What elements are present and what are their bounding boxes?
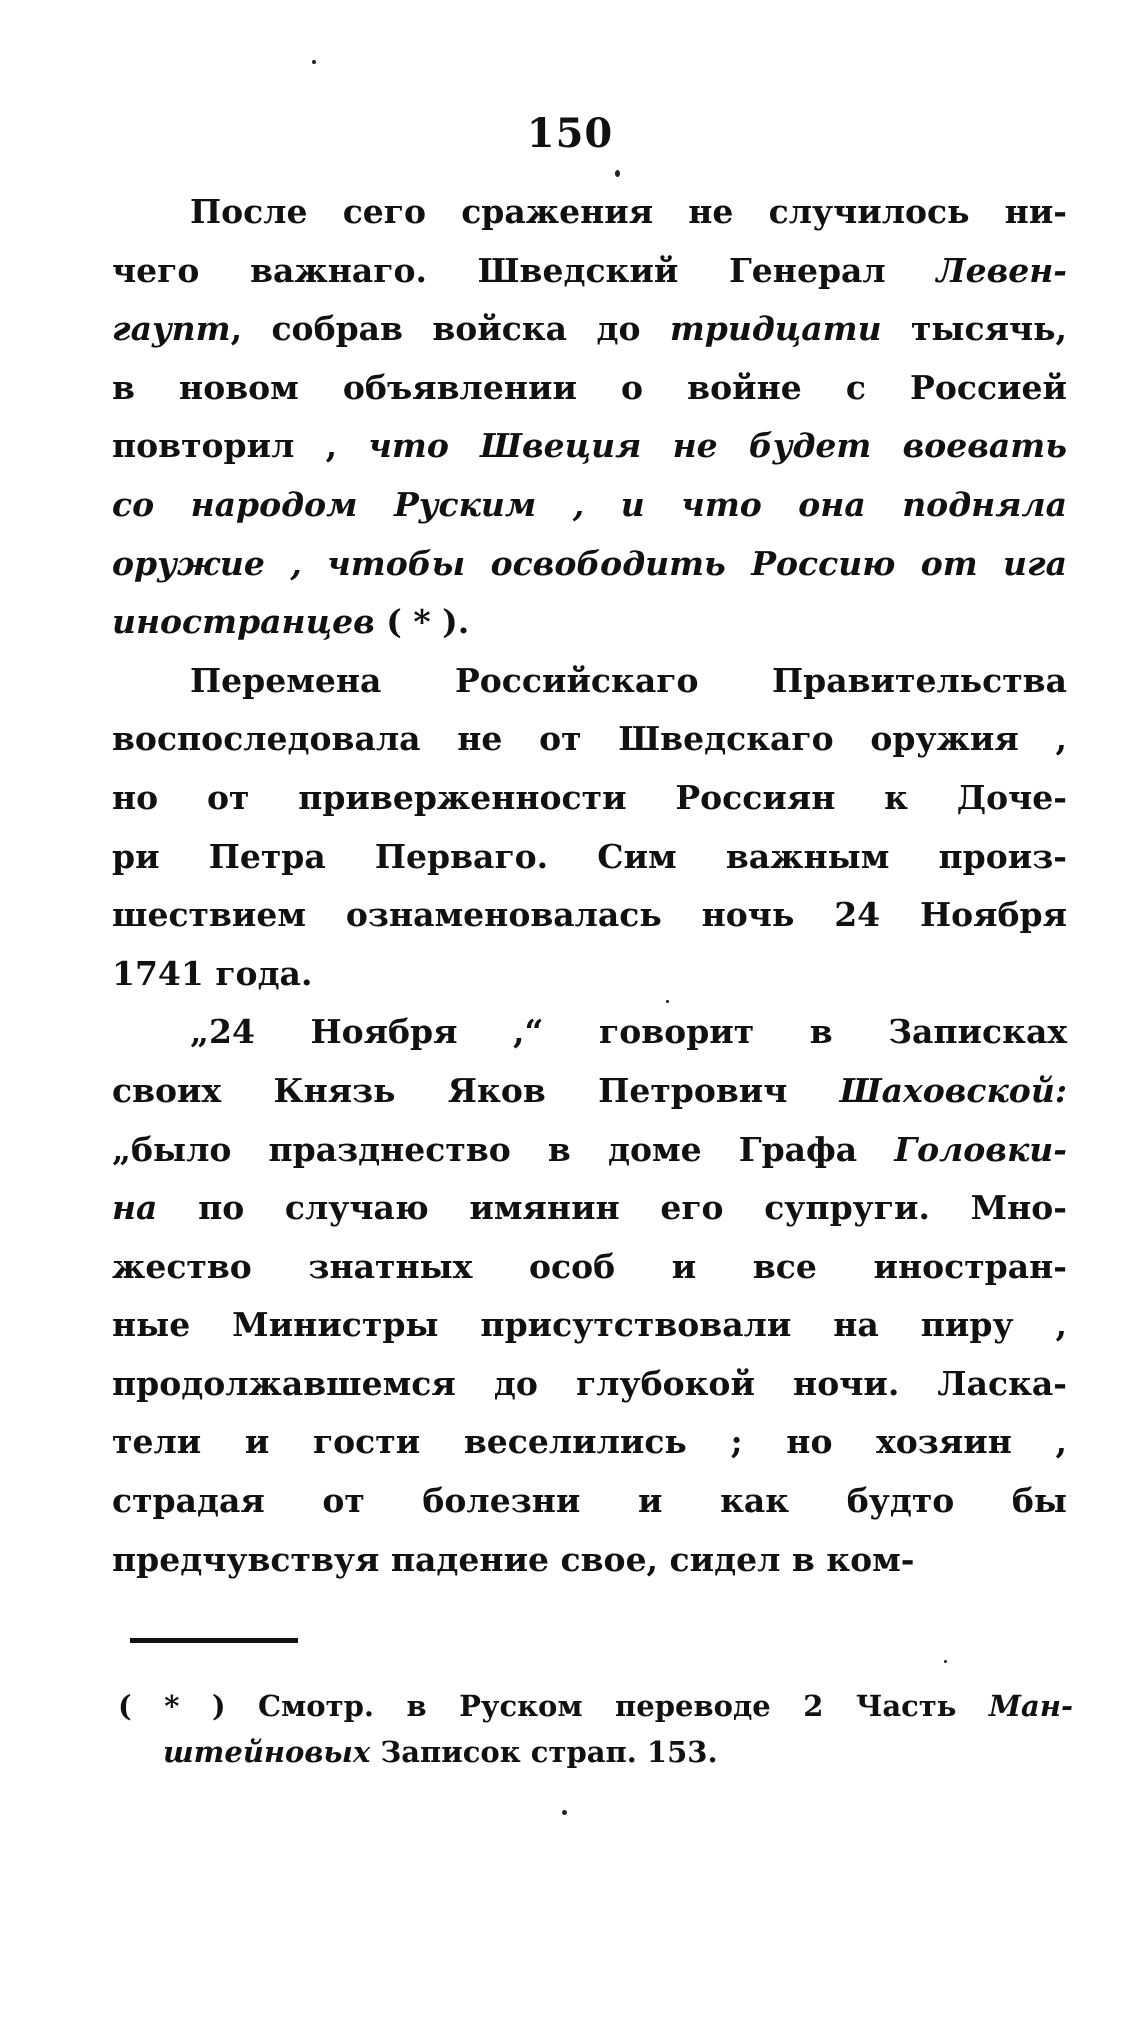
italic-text: штейновых <box>163 1735 371 1769</box>
text-line <box>112 417 1067 476</box>
text-line <box>112 1355 1067 1414</box>
italic-text: что Швеция не будет воевать <box>368 426 1067 466</box>
text-line <box>112 1179 1067 1238</box>
text-run: 1741 года. <box>112 953 313 993</box>
text-run: жество знатных особ и все иностран- <box>112 1246 1067 1286</box>
italic-text: со народом Руским , и что она подняла <box>112 484 1067 524</box>
text-line <box>112 945 1067 1004</box>
text-run: ные Министры присутствовали на пиру , <box>112 1305 1067 1345</box>
italic-text: Головки- <box>894 1129 1067 1169</box>
text-line <box>112 886 1067 945</box>
text-run: „было празднество в доме Графа <box>112 1129 895 1169</box>
page-number: 150 <box>526 110 614 157</box>
text-line <box>112 710 1067 769</box>
text-line <box>112 1003 1067 1062</box>
italic-text: гаупт <box>112 309 231 349</box>
text-line <box>112 769 1067 828</box>
text-run: , собрав войска до <box>230 309 670 349</box>
text-run: воспоследовала не от Шведскаго оружия , <box>112 719 1067 759</box>
text-run: своих Князь Яков Петрович <box>112 1070 840 1110</box>
text-run: Записок страп. 153. <box>370 1735 718 1769</box>
text-line <box>112 1531 1067 1590</box>
text-run: ри Петра Перваго. Сим важным произ- <box>112 836 1067 876</box>
scan-speck <box>312 60 316 64</box>
text-line <box>112 652 1067 711</box>
scan-speck <box>615 170 620 177</box>
text-run: шествием ознаменовалась ночь 24 Ноября <box>112 895 1067 935</box>
text-line <box>112 359 1067 418</box>
text-run: ( * ). <box>374 602 470 642</box>
scan-speck <box>562 1810 567 1815</box>
italic-text: оружие , чтобы освободить Россию от ига <box>112 543 1067 583</box>
text-line <box>112 1121 1067 1180</box>
text-run: но от приверженности Россиян к Доче- <box>112 777 1067 817</box>
text-run: тысячь, <box>881 309 1067 349</box>
text-line <box>112 1238 1067 1297</box>
text-line <box>112 300 1067 359</box>
text-run: чего важнаго. Шведский Генерал <box>112 250 937 290</box>
italic-text: Левен- <box>936 250 1067 290</box>
italic-text: Ман- <box>988 1689 1073 1723</box>
italic-text: тридцати <box>669 309 882 349</box>
text-run: Перемена Российскаго Правительства <box>190 660 1067 700</box>
text-run: продолжавшемся до глубокой ночи. Ласка- <box>112 1363 1067 1403</box>
italic-text: иностранцев <box>112 602 375 642</box>
text-run: по случаю имянин его супруги. Мно- <box>157 1188 1067 1228</box>
italic-text: Шаховской: <box>839 1070 1067 1110</box>
text-line <box>112 593 1067 652</box>
scan-speck <box>944 1660 947 1663</box>
text-run: тели и гости веселились ; но хозяин , <box>112 1422 1067 1462</box>
text-run: повторил , <box>112 426 369 466</box>
text-line <box>112 476 1067 535</box>
text-line <box>118 1729 1073 1775</box>
text-line <box>112 828 1067 887</box>
text-line <box>112 535 1067 594</box>
text-line <box>112 1062 1067 1121</box>
text-run: „24 Ноября ,“ говорит в Записках <box>190 1012 1067 1052</box>
text-line <box>112 1296 1067 1355</box>
text-line <box>112 1472 1067 1531</box>
text-run: в новом объявлении о войне с Россией <box>112 367 1067 407</box>
italic-text: на <box>112 1188 158 1228</box>
text-run: страдая от болезни и как будто бы <box>112 1481 1067 1521</box>
text-run: ( * ) Смотр. в Руском переводе 2 Часть <box>118 1689 989 1723</box>
text-line <box>112 242 1067 301</box>
footnote-rule <box>130 1638 298 1643</box>
scan-speck <box>666 1000 669 1003</box>
text-run: После сего сражения не случилось ни- <box>190 192 1067 231</box>
footnote <box>118 1683 1073 1775</box>
text-line <box>118 1683 1073 1729</box>
text-run: предчувствуя падение свое, сидел в ком- <box>112 1539 915 1579</box>
text-line <box>112 1413 1067 1472</box>
body-text <box>112 183 1067 1589</box>
text-line <box>112 183 1067 242</box>
